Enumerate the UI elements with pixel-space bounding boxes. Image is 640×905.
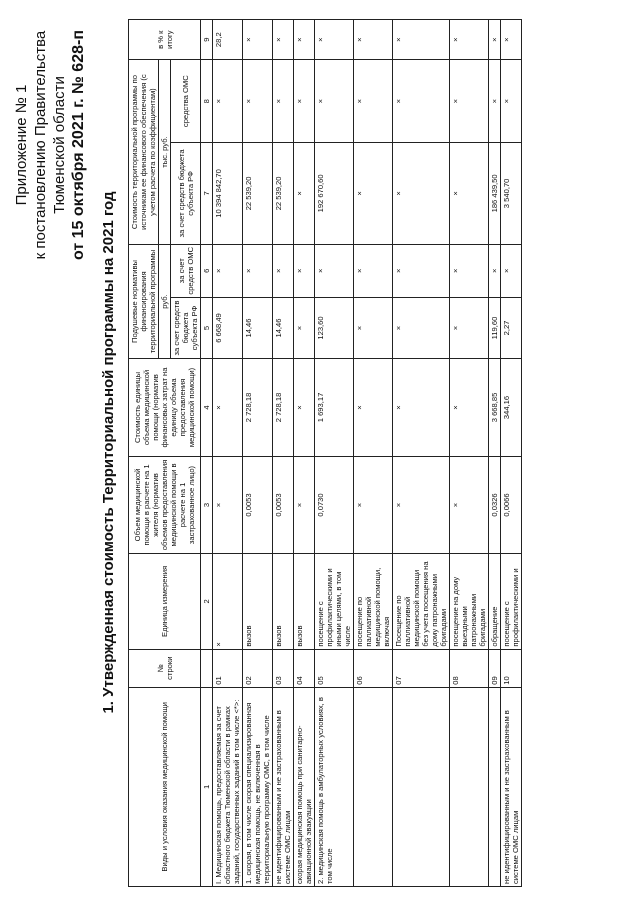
row-total-budget: × [393,143,450,245]
row-oms: × [393,244,450,297]
header-oms: за счет средств ОМС [171,244,201,297]
row-budget: 123,60 [315,297,354,358]
row-oms: × [489,244,501,297]
row-pct: × [501,20,522,60]
row-oms: × [243,244,273,297]
row-total-oms: × [501,60,522,143]
col-number: 4 [201,359,213,457]
row-budget: 14,46 [273,297,294,358]
col-number: 9 [201,20,213,60]
row-volume: 0,0053 [273,456,294,554]
row-budget: 6 668,49 [213,297,243,358]
header-row-no: № строки [129,649,201,687]
row-budget: 2,27 [501,297,522,358]
row-volume: 0,0326 [489,456,501,554]
row-budget: × [354,297,393,358]
row-pct: × [354,20,393,60]
row-cost: × [450,359,489,457]
row-pct: × [294,20,315,60]
row-total-budget: × [294,143,315,245]
row-no: 02 [243,649,273,687]
header-cost: Стоимость единицы объема медицинской помощи (норматив финансовых затрат на единицу объема предоставления медицинской помощи) [129,359,201,457]
row-kind [393,687,450,886]
row-total-budget: 22 539,20 [273,143,294,245]
row-no: 08 [450,649,489,687]
row-cost: × [354,359,393,457]
row-no: 01 [213,649,243,687]
row-budget: × [450,297,489,358]
row-unit: вызов [273,554,294,649]
row-unit: Посещение по паллиативной медицинской помощи без учета посещения на дому патронажными бригадами [393,554,450,649]
header-unit: Единица измерения [129,554,201,649]
header-rub: руб. [159,244,171,358]
header-volume: Объем медицинской помощи в расчете на 1 жителя (норматив объемов предоставления медицинской помощи в расчете на 1 застрахованное лицо) [129,456,201,554]
row-total-oms: × [294,60,315,143]
row-unit: обращение [489,554,501,649]
row-budget: 14,46 [243,297,273,358]
row-pct: 28,2 [213,20,243,60]
row-budget: × [294,297,315,358]
row-kind: не идентифицированным и не застрахованным в системе ОМС лицам [273,687,294,886]
appendix-line-4: от 15 октября 2021 г. № 628-п [70,30,87,261]
row-oms: × [354,244,393,297]
row-pct: × [243,20,273,60]
row-no: 10 [501,649,522,687]
table-row [393,20,450,887]
row-cost: × [393,359,450,457]
table-row [294,20,315,887]
row-volume: × [450,456,489,554]
row-unit: посещение с профилактическими и иными целями, в том числе [315,554,354,649]
row-volume: 0,0066 [501,456,522,554]
row-oms: × [501,244,522,297]
header-pct: в % к итогу [129,20,201,60]
row-cost: 3 668,85 [489,359,501,457]
col-number: 5 [201,297,213,358]
table-row [315,20,354,887]
row-total-oms: × [273,60,294,143]
row-pct: × [393,20,450,60]
row-total-oms: × [450,60,489,143]
row-oms: × [273,244,294,297]
row-total-budget: × [354,143,393,245]
row-total-oms: × [243,60,273,143]
appendix-line-2: к постановлению Правительства [32,30,49,260]
row-kind [354,687,393,886]
row-unit: посещение по паллиативной медицинской помощи, включая [354,554,393,649]
row-no: 05 [315,649,354,687]
row-oms: × [294,244,315,297]
row-pct: × [450,20,489,60]
col-number: 6 [201,244,213,297]
row-cost: 2 728,18 [243,359,273,457]
row-no: 04 [294,649,315,687]
row-no: 07 [393,649,450,687]
col-number [201,649,213,687]
row-no: 06 [354,649,393,687]
row-budget: × [393,297,450,358]
header-oms-2: средства ОМС [171,60,201,143]
row-oms: × [315,244,354,297]
row-total-oms: × [354,60,393,143]
row-volume: × [294,456,315,554]
row-total-budget: 10 394 842,70 [213,143,243,245]
col-number: 3 [201,456,213,554]
header-per-capita: Подушевые нормативы финансирования территориальной программы [129,244,159,358]
row-total-oms: × [213,60,243,143]
appendix-header [12,30,88,260]
header-budget: за счет средств бюджета субъекта РФ [171,297,201,358]
table-row [273,20,294,887]
row-pct: × [489,20,501,60]
appendix-line-1: Приложение № 1 [13,84,30,206]
table-row [213,20,243,887]
row-unit: × [213,554,243,649]
row-kind: 1. скорая, в том числе скорая специализированная медицинская помощь, не включенная в территориальную программу ОМС, в том числе [243,687,273,886]
row-volume: × [393,456,450,554]
row-pct: × [273,20,294,60]
row-cost: 1 693,17 [315,359,354,457]
row-volume: 0,0730 [315,456,354,554]
row-kind: 2. медицинская помощь в амбулаторных условиях, в том числе [315,687,354,886]
row-oms: × [213,244,243,297]
row-kind [489,687,501,886]
header-budget-2: за счет средств бюджета субъекта РФ [171,143,201,245]
header-kinds: Виды и условия оказания медицинской помощи [129,687,201,886]
row-total-budget: 22 539,20 [243,143,273,245]
row-total-oms: × [393,60,450,143]
row-unit: посещение с профилактическими и [501,554,522,649]
col-number: 1 [201,687,213,886]
row-pct: × [315,20,354,60]
row-total-budget: 3 540,70 [501,143,522,245]
row-total-budget: × [450,143,489,245]
row-cost: 344,16 [501,359,522,457]
row-kind: I. Медицинская помощь, предоставляемая за счет областного бюджета Тюменской области в рамках заданий, государственных заданий в том числе <*>: [213,687,243,886]
row-cost: 2 728,18 [273,359,294,457]
header-total-cost: Стоимость территориальной программы по источникам ее финансового обеспечения (с учетом расчета по коэффициентам) [129,60,159,244]
row-cost: × [213,359,243,457]
row-total-budget: 192 670,60 [315,143,354,245]
cost-table [128,19,522,887]
row-kind [450,687,489,886]
row-volume: × [354,456,393,554]
table-row [354,20,393,887]
table-row [450,20,489,887]
row-no: 09 [489,649,501,687]
row-kind: скорая медицинская помощь при санитарно-авиационной эвакуации [294,687,315,886]
col-number: 8 [201,60,213,143]
row-unit: вызов [243,554,273,649]
row-total-budget: 186 439,50 [489,143,501,245]
row-cost: × [294,359,315,457]
table-row [501,20,522,887]
row-kind: не идентифицированным и не застрахованным в системе ОМС лицам [501,687,522,886]
column-number-row [201,20,213,887]
row-total-oms: × [489,60,501,143]
row-budget: 119,60 [489,297,501,358]
row-oms: × [450,244,489,297]
row-volume: 0,0053 [243,456,273,554]
col-number: 7 [201,143,213,245]
col-number: 2 [201,554,213,649]
row-unit: вызов [294,554,315,649]
appendix-line-3: Тюменской области [51,76,68,214]
table-row [489,20,501,887]
header-thousand-rub: тыс. руб. [159,60,171,244]
table-row [243,20,273,887]
section-title: 1. Утвержденная стоимость Территориальной программы на 2021 год [100,191,117,714]
row-volume: × [213,456,243,554]
row-no: 03 [273,649,294,687]
row-total-oms: × [315,60,354,143]
row-unit: посещение на дому выездными патронажными бригадами [450,554,489,649]
